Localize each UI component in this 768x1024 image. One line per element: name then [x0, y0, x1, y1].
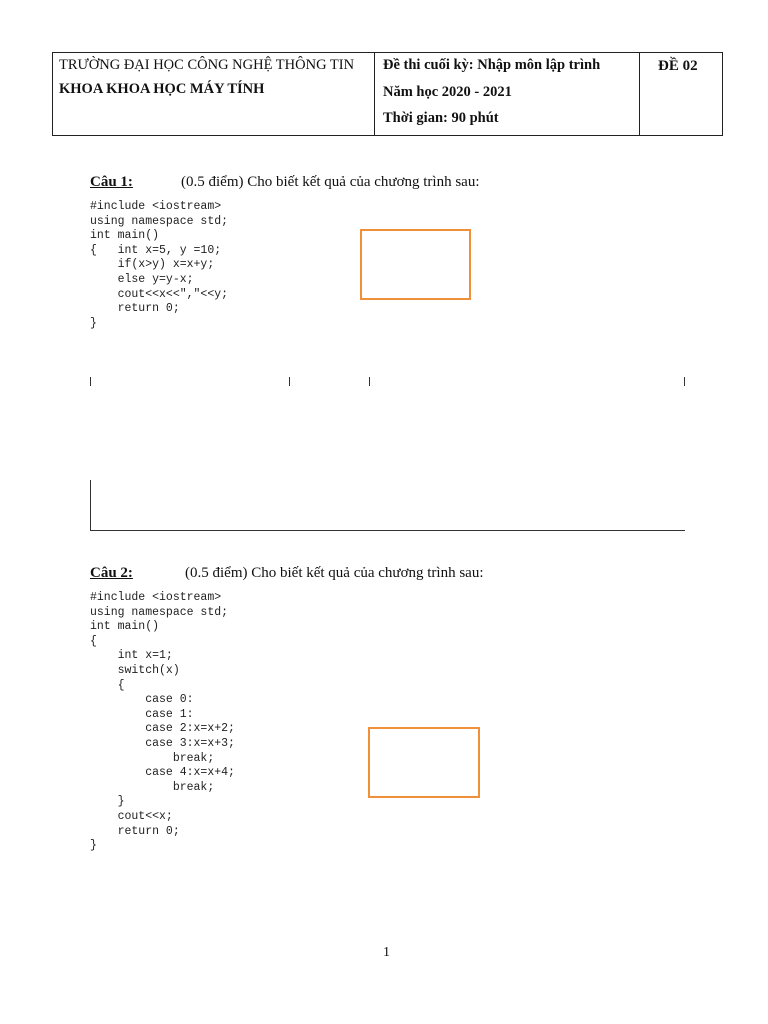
- question-1-number: Câu 1:: [90, 174, 133, 190]
- tick-mark: [90, 377, 91, 386]
- exam-duration: Thời gian: 90 phút: [383, 110, 499, 126]
- header-exam-cell: [375, 53, 640, 135]
- exam-title: Đề thi cuối kỳ: Nhập môn lập trình: [383, 57, 601, 73]
- answer-area-left-border: [90, 480, 91, 530]
- tick-mark: [684, 377, 685, 386]
- question-2-answer-box[interactable]: [368, 727, 480, 798]
- tick-mark: [369, 377, 370, 386]
- school-name: TRƯỜNG ĐẠI HỌC CÔNG NGHỆ THÔNG TIN: [59, 57, 355, 73]
- question-2-number: Câu 2:: [90, 565, 133, 581]
- question-2-prompt: (0.5 điểm) Cho biết kết quả của chương trình sau:: [185, 565, 484, 581]
- header-school-cell: [53, 53, 375, 135]
- exam-header-table: [52, 52, 723, 136]
- question-1-prompt: (0.5 điểm) Cho biết kết quả của chương trình sau:: [181, 174, 480, 190]
- question-1-answer-box[interactable]: [360, 229, 471, 300]
- header-code-cell: [640, 53, 724, 135]
- tick-mark: [289, 377, 290, 386]
- faculty-name: KHOA KHOA HỌC MÁY TÍNH: [59, 81, 265, 97]
- question-2-code: #include <iostream> using namespace std; int main() { int x=1; switch(x) { case 0: case 1: case 2:x=x+2; case 3:x=x+3; break; case 4:x=x+4; break; } cout<<x; return 0; }: [90, 591, 235, 853]
- school-year: Năm học 2020 - 2021: [383, 84, 512, 100]
- answer-area-bottom-border: [90, 530, 685, 531]
- exam-code: ĐỀ 02: [658, 58, 698, 74]
- page-number: 1: [383, 945, 390, 960]
- question-1-code: #include <iostream> using namespace std; int main() { int x=5, y =10; if(x>y) x=x+y; else y=y-x; cout<<x<<","<<y; return 0; }: [90, 200, 229, 330]
